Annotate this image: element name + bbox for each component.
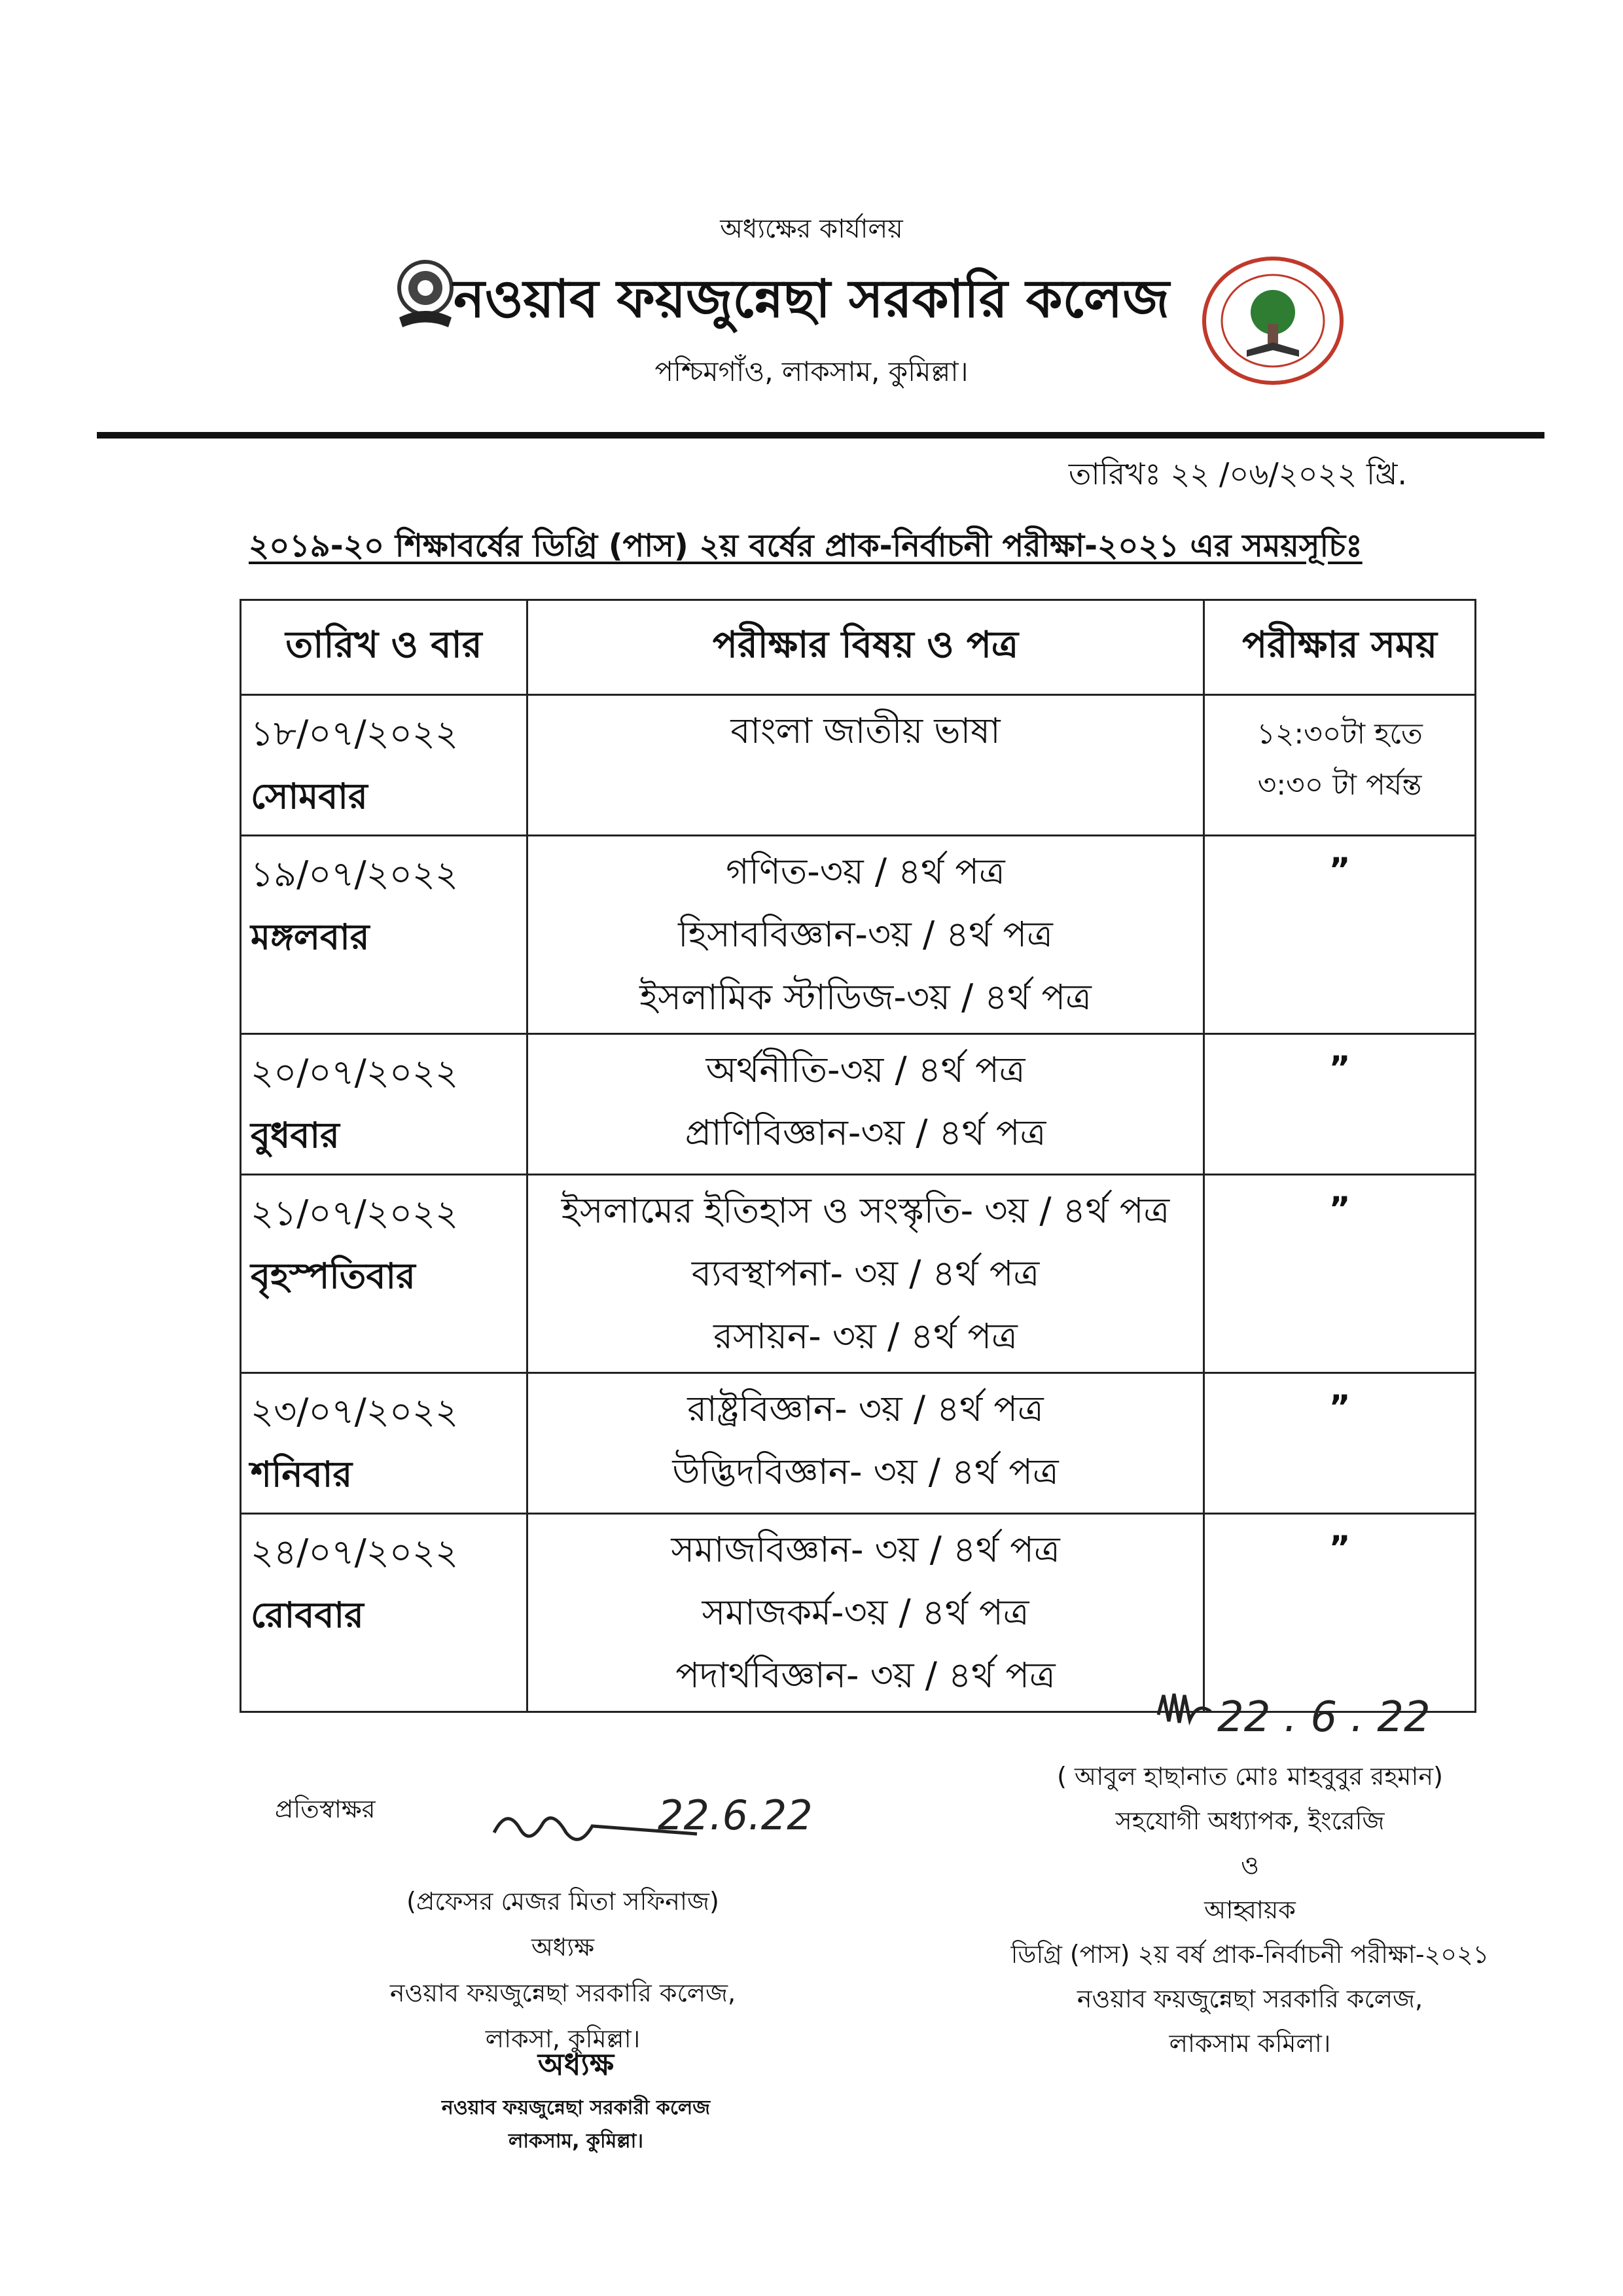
exam-day: রোববার (251, 1594, 364, 1636)
header-subject-paper: পরীক্ষার বিষয় ও পত্র (527, 600, 1204, 695)
college-line: নওয়াব ফয়জুন্নেছা সরকারি কলেজ, (389, 1979, 736, 2007)
time-cell (1204, 695, 1476, 836)
time-cell (1204, 1034, 1476, 1175)
subject-cell (527, 836, 1204, 1034)
ditto-mark: ” (1329, 851, 1351, 889)
ditto-mark: ” (1329, 1388, 1351, 1426)
time-start: ১২:৩০টা হতে (1257, 717, 1423, 751)
college-line: নওয়াব ফয়জুন্নেছা সরকারি কলেজ, (1077, 1984, 1423, 2013)
date-cell (241, 1175, 527, 1373)
subject-cell (527, 695, 1204, 836)
table-row (241, 1034, 1476, 1175)
table-row (241, 1175, 1476, 1373)
office-heading: অধ্যক্ষের কার্যালয় (720, 214, 903, 244)
subject-line: রাষ্ট্রবিজ্ঞান- ৩য় / ৪র্থ পত্র (687, 1388, 1044, 1429)
exam-name: ডিগ্রি (পাস) ২য় বর্ষ প্রাক-নির্বাচনী পরীক্ষা-২০২১ (1010, 1940, 1489, 1969)
subject-cell (527, 1514, 1204, 1712)
subject-line: সমাজবিজ্ঞান- ৩য় / ৪র্থ পত্র (671, 1529, 1060, 1570)
exam-date: ২১/০৭/২০২২ (251, 1193, 459, 1234)
exam-day: মঙ্গলবার (251, 916, 370, 958)
exam-day: শনিবার (251, 1454, 353, 1495)
exam-date: ২০/০৭/২০২২ (251, 1052, 459, 1093)
table-row (241, 695, 1476, 836)
convener-block (923, 1754, 1577, 2066)
subject-line: উদ্ভিদবিজ্ঞান- ৩য় / ৪র্থ পত্র (672, 1451, 1059, 1492)
subject-line: অর্থনীতি-৩য় / ৪র্থ পত্র (705, 1049, 1026, 1090)
exam-day: সোমবার (251, 776, 368, 817)
stamp-college: নওয়াব ফয়জুন্নেছা সরকারী কলেজ (441, 2096, 711, 2119)
header-divider (97, 432, 1544, 439)
exam-day: বৃহস্পতিবার (251, 1255, 416, 1297)
schedule-title: ২০১৯-২০ শিক্ষাবর্ষের ডিগ্রি (পাস) ২য় বর্ষের প্রাক-নির্বাচনী পরীক্ষা-২০২১ এর সময়সূচিঃ (249, 528, 1363, 564)
subject-cell (527, 1034, 1204, 1175)
college-name: নওয়াব ফয়জুন্নেছা সরকারি কলেজ (454, 268, 1169, 329)
stamp-title: অধ্যক্ষ (537, 2047, 615, 2082)
date-cell (241, 1034, 527, 1175)
subject-line: ইসলামিক স্টাডিজ-৩য় / ৪র্থ পত্র (639, 977, 1092, 1018)
principal-name: (প্রফেসর মেজর মিতা সফিনাজ) (406, 1887, 719, 1916)
subject-line: প্রাণিবিজ্ঞান-৩য় / ৪র্থ পত্র (685, 1112, 1046, 1153)
table-row (241, 1373, 1476, 1514)
stamp-location: লাকসাম, কুমিল্লা। (508, 2130, 644, 2153)
location-line: লাকসাম কমিলা। (1169, 2029, 1331, 2058)
header-exam-time: পরীক্ষার সময় (1204, 600, 1476, 695)
countersign-label: প্রতিস্বাক্ষর (275, 1795, 376, 1823)
principal-signature (481, 1793, 887, 1868)
location-line: লাকসা, কুমিল্লা। (485, 2024, 641, 2053)
time-cell (1204, 836, 1476, 1034)
college-address: পশ্চিমগাঁও, লাকসাম, কুমিল্লা। (654, 355, 969, 387)
time-end: ৩:৩০ টা পর্যন্ত (1257, 768, 1422, 802)
signature-date: 22.6.22 (658, 1793, 813, 1839)
convener-name: ( আবুল হাছানাত মোঃ মাহবুবুর রহমান) (1057, 1762, 1443, 1791)
ditto-mark: ” (1329, 1049, 1351, 1087)
signature-date: 22 . 6 . 22 (1217, 1693, 1431, 1742)
date-cell (241, 1514, 527, 1712)
exam-day: বুধবার (251, 1115, 340, 1156)
subject-line: বাংলা জাতীয় ভাষা (730, 710, 1001, 751)
subject-line: ব্যবস্থাপনা- ৩য় / ৪র্থ পত্র (691, 1253, 1040, 1294)
exam-date: ২৩/০৭/২০২২ (251, 1391, 459, 1432)
table-row (241, 836, 1476, 1034)
principal-block (294, 1878, 831, 2062)
subject-line: পদার্থবিজ্ঞান- ৩য় / ৪র্থ পত্র (675, 1655, 1056, 1696)
date-cell (241, 1373, 527, 1514)
time-cell (1204, 1175, 1476, 1373)
subject-line: হিসাববিজ্ঞান-৩য় / ৪র্থ পত্র (678, 914, 1053, 955)
subject-cell (527, 1373, 1204, 1514)
emblem-seal-right (1194, 252, 1351, 389)
subject-cell (527, 1175, 1204, 1373)
date-cell (241, 695, 527, 836)
subject-line: রসায়ন- ৩য় / ৪র্থ পত্র (713, 1316, 1018, 1357)
conjunction: ও (1241, 1851, 1259, 1880)
subject-line: গণিত-৩য় / ৪র্থ পত্র (726, 851, 1005, 892)
ditto-mark: ” (1329, 1190, 1351, 1228)
table-header-row (241, 600, 1476, 695)
header-date-day: তারিখ ও বার (241, 600, 527, 695)
convener-role: আহ্বায়ক (1204, 1895, 1296, 1924)
exam-date: ১৮/০৭/২০২২ (251, 713, 459, 754)
convener-signature (1152, 1676, 1453, 1757)
time-cell (1204, 1373, 1476, 1514)
issue-date: তারিখঃ ২২ /০৬/২০২২ খ্রি. (1068, 456, 1407, 492)
principal-stamp (393, 2042, 759, 2159)
exam-schedule-table (240, 599, 1476, 1713)
subject-line: সমাজকর্ম-৩য় / ৪র্থ পত্র (702, 1592, 1029, 1633)
ditto-mark: ” (1329, 1529, 1351, 1567)
subject-line: ইসলামের ইতিহাস ও সংস্কৃতি- ৩য় / ৪র্থ পত্র (561, 1190, 1170, 1231)
exam-date: ২৪/০৭/২০২২ (251, 1532, 459, 1573)
exam-date: ১৯/০৭/২০২২ (251, 853, 459, 895)
principal-designation: অধ্যক্ষ (531, 1933, 594, 1962)
date-cell (241, 836, 527, 1034)
convener-designation: সহযোগী অধ্যাপক, ইংরেজি (1115, 1806, 1385, 1835)
